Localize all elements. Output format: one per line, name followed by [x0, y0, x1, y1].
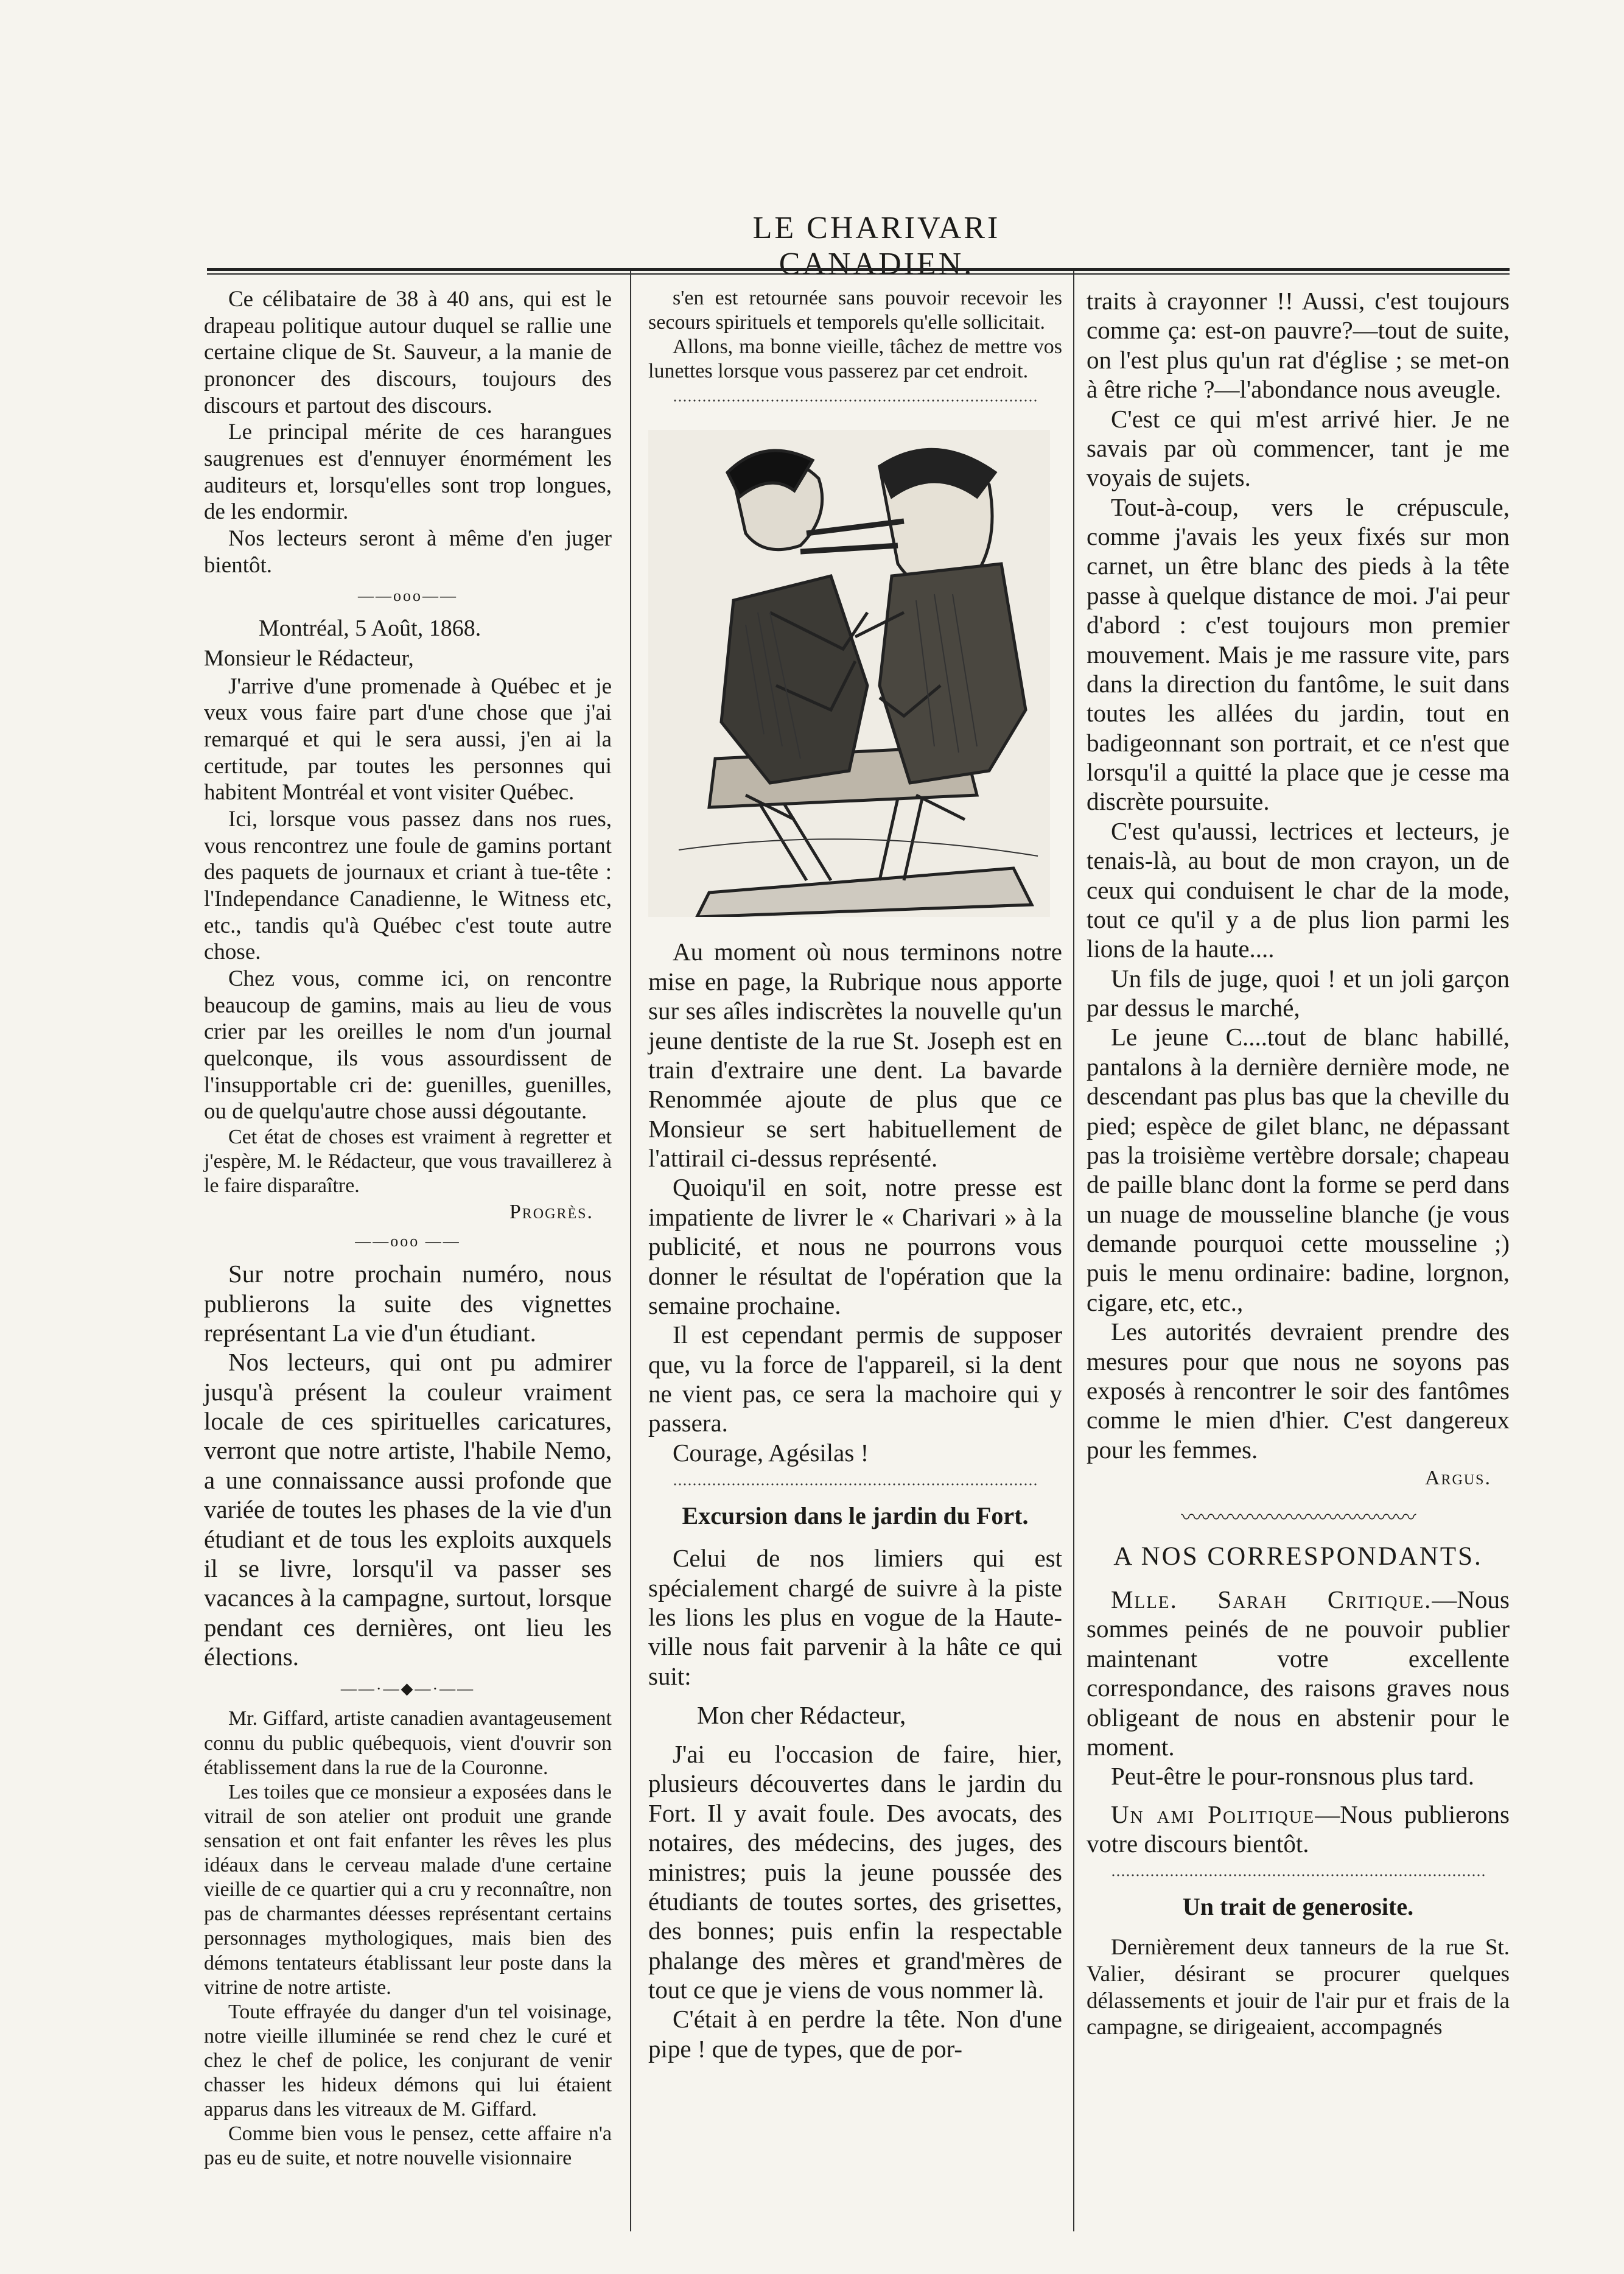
separator: ——ooo—— — [358, 587, 458, 605]
correspondent-text: —Nous sommes peinés de ne pouvoir publier maintenant votre excellente correspondance, des raisons graves nous obligeant de nous en abstenir pour le moment. — [1087, 1585, 1510, 1761]
article-paragraph: Toute effrayée du danger d'un tel voisinage, notre vieille illuminée se rend chez le curé et chez le chef de police, les conjurant de venir chasser les hideux démons qui lui étaient apparus dans les vitreaux de M. Giffard. — [204, 2000, 612, 2121]
separator: ——ooo —— — [355, 1232, 461, 1251]
letter-salutation: Monsieur le Rédacteur, — [204, 645, 414, 671]
letter-signature: Progrès. — [509, 1201, 593, 1224]
letter-dateline: Montréal, 5 Août, 1868. — [259, 616, 481, 642]
correspondent-name: Mlle. Sarah Critique. — [1111, 1585, 1432, 1613]
article-paragraph: Il est cependant permis de supposer que, vu la force de l'appareil, si la dent ne vient pas, ce sera la machoire qui y passera. — [648, 1321, 1062, 1437]
column-3 — [1087, 286, 1510, 2041]
masthead-title: LE CHARIVARI CANADIEN. — [752, 211, 1001, 281]
letter-paragraph: Cet état de choses est vraiment à regretter et j'espère, M. le Rédacteur, que vous travaillerez à le faire disparaître. — [204, 1125, 612, 1198]
dentist-engraving-illustration — [648, 430, 1050, 917]
section-heading-generosite: Un trait de generosite. — [1182, 1893, 1414, 1921]
article-celibataire: Ce célibataire de 38 à 40 ans, qui est le drapeau politique autour duquel se rallie une certaine clique de St. Sauveur, a la manie de prononcer des discours, toujours des discours et partout des discours. — [204, 287, 612, 418]
correspondent-note: Peut-être le pour-ronsnous plus tard. — [1111, 1762, 1474, 1791]
article-paragraph: Quoiqu'il en soit, notre presse est impatiente de livrer le « Charivari » à la publicité, et nous ne pourrons vous donner le résultat de l'opération que la semaine prochaine. — [648, 1173, 1062, 1319]
column-1 — [204, 286, 612, 2171]
article-paragraph: C'est qu'aussi, lectrices et lecteurs, je tenais-là, au bout de mon crayon, un de ceux qui conduisent le char de la mode, tout ce qu'il y a de plus lion parmi les lions de la haute.... — [1087, 816, 1510, 963]
article-paragraph: Allons, ma bonne vieille, tâchez de mettre vos lunettes lorsque vous passerez par cet endroit. — [648, 335, 1062, 383]
letter-paragraph: Chez vous, comme ici, on rencontre beaucoup de gamins, mais au lieu de vous crier par les oreilles le nom d'un journal quelconque, ils vous assourdissent de l'insupportable cri de: guenilles, guenilles, ou de quelqu'autre chose aussi dégoutante. — [204, 966, 612, 1125]
separator — [673, 1482, 1038, 1487]
article-paragraph: Nos lecteurs, qui ont pu admirer jusqu'à présent la couleur vraiment locale de ces spirituelles caricatures, verront que notre artiste, l'habile Nemo, a une connaissance aussi profonde que variée de toutes les phases de la vie d'un étudiant et de tous les exploits auxquels il se livre, lorsqu'il va passer ses vacances à la campagne, surtout, lorsque pendant ces dernières, ont lieu les élections. — [204, 1348, 612, 1671]
correspondent-note — [1087, 1585, 1510, 1761]
top-rule — [207, 268, 1510, 275]
article-paragraph: Un fils de juge, quoi ! et un joli garçon par dessus le marché, — [1087, 964, 1510, 1022]
article-paragraph: C'est ce qui m'est arrivé hier. Je ne savais par où commencer, tant je me voyais de sujets. — [1087, 404, 1510, 492]
article-paragraph: Courage, Agésilas ! — [673, 1438, 869, 1467]
article-signature: Argus. — [1424, 1467, 1491, 1489]
article-paragraph: Tout-à-coup, vers le crépuscule, comme j'avais les yeux fixés sur mon carnet, un être blanc des pieds à la tête passe à quelque distance de moi. J'ai peur d'abord : c'est toujours mon premier mouvement. Mais je me rassure vite, pars dans la direction du fantôme, le suit dans toutes les allées du jardin, tout en badigeonnant son portrait, et ce n'est que lorsqu'il a quitté la place que je cesse ma discrète poursuite. — [1087, 493, 1510, 816]
article-giffard: Mr. Giffard, artiste canadien avantageusement connu du public québequois, vient d'ouvrir son établissement dans la rue de la Couronne. — [204, 1707, 612, 1779]
article-paragraph: s'en est retournée sans pouvoir recevoir les secours spirituels et temporels qu'elle sollicitait. — [648, 287, 1062, 334]
separator — [1111, 1873, 1485, 1878]
separator: ——·—◆—·—— — [340, 1680, 475, 1698]
separator: 〰〰〰〰〰〰〰〰〰〰〰〰 — [1181, 1507, 1415, 1529]
section-heading-correspondants: A NOS CORRESPONDANTS. — [1113, 1542, 1483, 1571]
article-paragraph: Sur notre prochain numéro, nous publierons la suite des vignettes représentant La vie d'un étudiant. — [204, 1260, 612, 1347]
separator — [673, 398, 1038, 403]
letter-paragraph: Ici, lorsque vous passez dans nos rues, vous rencontrez une foule de gamins portant des paquets de journaux et criant à tue-tête : l'Independance Canadienne, le Witness etc, etc., tandis qu'à Québec c'est toute autre chose. — [204, 806, 612, 965]
article-paragraph: Les toiles que ce monsieur a exposées dans le vitrail de son atelier ont produit une grande sensation et ont fait enfanter les rêves les plus idéaux dans le cerveau malade d'une certaine vieille de ce quartier qui a cru y reconnaître, non pas de charmantes déesses représentant certains personnages mythologiques, mais bien des démons tentateurs établissant leur poste dans la vitrine de notre artiste. — [204, 1780, 612, 1999]
article-paragraph: Dernièrement deux tanneurs de la rue St. Valier, désirant se procurer quelques délassements et jouir de l'air pur et frais de la campagne, se dirigeaient, accompagnés — [1087, 1935, 1510, 2040]
article-paragraph: Celui de nos limiers qui est spécialement chargé de suivre à la piste les lions les plus en vogue de la Haute-ville nous fait parvenir à la hâte ce qui suit: — [648, 1544, 1062, 1690]
correspondent-text: —Nous publierons votre discours bientôt. — [1087, 1800, 1510, 1858]
correspondent-note — [1087, 1800, 1510, 1859]
section-heading-excursion: Excursion dans le jardin du Fort. — [682, 1502, 1029, 1530]
article-paragraph: Les autorités devraient prendre des mesures pour que nous ne soyons pas exposés à rencontrer le soir des fantômes comme le mien d'hier. C'est dangereux pour les femmes. — [1087, 1318, 1510, 1464]
column-divider-2 — [1073, 271, 1074, 2231]
column-divider-1 — [630, 271, 631, 2231]
article-paragraph: Le principal mérite de ces harangues saugrenues est d'ennuyer énormément les auditeurs et, lorsqu'elles sont trop longues, de les endormir. — [204, 419, 612, 525]
article-paragraph: Le jeune C....tout de blanc habillé, pantalons à la dernière dernière mode, ne descendant pas plus bas que la cheville du pied; espèce de gilet blanc, ne dépassant pas la troisième vertèbre dorsale; chapeau de paille blanc dont la forme se perd dans un nuage de mousseline blanche (je vous demande pourquoi cette mousseline ;) puis le menu ordinaire: badine, lorgnon, cigare, etc, etc., — [1087, 1023, 1510, 1316]
article-paragraph: Comme bien vous le pensez, cette affaire n'a pas eu de suite, et notre nouvelle visionnaire — [204, 2122, 612, 2170]
letter-greeting: Mon cher Rédacteur, — [697, 1701, 906, 1730]
article-paragraph: traits à crayonner !! Aussi, c'est toujours comme ça: est-on pauvre?—tout de suite, on l'est plus qu'un rat d'église ; se met-on à être riche ?—l'abondance nous aveugle. — [1087, 287, 1510, 404]
letter-paragraph: J'arrive d'une promenade à Québec et je veux vous faire part d'une chose que j'ai remarqué et qui le sera aussi, j'en ai la certitude, par toutes les personnes qui habitent Montréal et vont visiter Québec. — [204, 673, 612, 805]
correspondent-name: Un ami Politique — [1111, 1800, 1315, 1828]
article-paragraph: J'ai eu l'occasion de faire, hier, plusieurs découvertes dans le jardin du Fort. Il y avait foule. Des avocats, des notaires, des médecins, des juges, des ministres; puis la jeune poussée des étudiants de toutes sortes, des grisettes, des bonnes; puis enfin la respectable phalange des mères et grand'mères de tout ce que je viens de vous nommer là. — [648, 1740, 1062, 2004]
article-dentist: Au moment où nous terminons notre mise en page, la Rubrique nous apporte sur ses aîles indiscrètes la nouvelle qu'un jeune dentiste de la rue St. Joseph est en train d'extraire une dent. La bavarde Renommée ajoute de plus que ce Monsieur se sert habituellement de l'attirail ci-dessus représenté. — [648, 938, 1062, 1173]
article-paragraph: C'était à en perdre la tête. Non d'une pipe ! que de types, que de por- — [648, 2005, 1062, 2063]
column-2 — [648, 286, 1062, 2063]
article-paragraph: Nos lecteurs seront à même d'en juger bientôt. — [204, 525, 612, 578]
